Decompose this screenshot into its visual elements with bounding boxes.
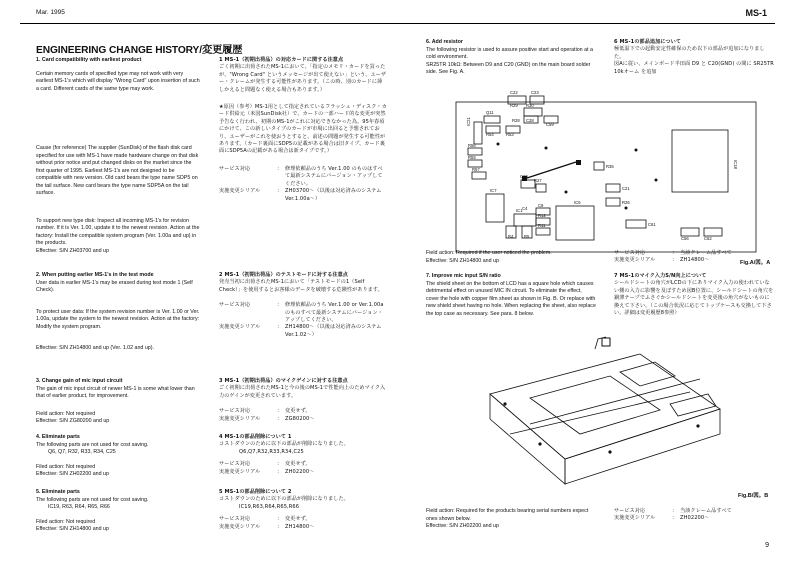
fold-line	[530, 379, 700, 424]
right-section-7-footer	[426, 508, 596, 531]
figure-a-label-r56: R56	[468, 143, 476, 148]
jp-section-4-service: サービス対応 ： 変更せず。	[219, 461, 311, 468]
jp-section-3-text: ごく初期に出荷されたMS-1と今の後のMS-1で性能向上のためマイク入力のゲインが変更されています。	[219, 385, 386, 399]
figure-b-caption: Fig.B/図。B	[738, 493, 769, 499]
right-section-6	[426, 39, 596, 77]
right-section-6-footer	[426, 250, 596, 265]
square-hole-marker	[602, 338, 610, 346]
figure-a-label-c22: C22	[510, 90, 518, 95]
section-6-resistor: SR25TR 10kΩ: Between D9 and C20 (GND) on the main board solder side. See Fig. A.	[426, 61, 591, 75]
via	[625, 207, 628, 210]
right-section-7	[426, 273, 596, 318]
jp-section-1-cause: ★原因（参考）MS-1用として指定されているフラッシュ・ディスク・カード供給元（米国SunDisk社）で、カードの一部ハード的な変更が突然予告なく行われ、初期のMS-1がこれに対応できなかった為。95年春頃にかけて、この新しいタイプのカードが市場に出回ると予想されており、ユーザーがこれを使おうとすると、前述の問題が発生する可能性があります。（カード裏面にSDP5の記載がある場合は旧タイプ、カード裏面にSDP5Aの記載がある場合は新タイプです。）	[219, 104, 387, 155]
comp-ic6	[556, 206, 594, 240]
figure-a-label-r4: R4	[508, 234, 514, 239]
figure-a-label-ic6: IC6	[574, 200, 581, 205]
section-2-text: User data in earlier MS-1's may be erased during test mode 1 (Self Check).	[36, 279, 193, 293]
right-section-6-jp	[614, 39, 774, 76]
screw	[503, 402, 506, 405]
comp-c21	[606, 184, 620, 192]
jp-section-6-service: サービス対応 ： 当該クレーム品すべて	[614, 250, 732, 256]
figure-a-label-r55: R55	[468, 155, 476, 160]
section-5-field: Filed action: Not required	[36, 518, 96, 525]
lcd-panel	[530, 376, 660, 434]
mid-section-3	[219, 378, 387, 423]
comp-r11	[536, 228, 550, 235]
jp-section-1-service: サービス対応 ： 修理依頼品のうち Ver.1.00 のものはすべて最新システムにバージョン・アップしてください。	[219, 165, 383, 187]
section-5-parts: IC19, R63, R64, R65, R66	[48, 504, 110, 510]
left-section-2	[36, 272, 200, 353]
jp-section-5-serial: 実施変更シリアル ： ZH14800～	[219, 523, 315, 530]
connector	[620, 362, 675, 386]
figure-a-label-r26: R26	[622, 200, 630, 205]
comp-c20	[521, 180, 535, 188]
left-column	[36, 57, 200, 255]
figure-a-label-ic1: IC1	[516, 208, 523, 213]
left-section-3	[36, 378, 200, 426]
section-6-heading: 6. Add resistor	[426, 39, 463, 45]
jp-section-5-parts: IC19,R63,R64,R65,R66	[239, 503, 300, 510]
jp-section-3-heading: 3 MS-1（初期出荷品）のマイクゲインに対する注意点	[219, 378, 348, 384]
section-1-text: Certain memory cards of specified type may not work with very earliest MS-1's which will display "Wrong Card" upon insertion of such a card. Different cards of the same type may work.	[36, 70, 200, 92]
comp-c62	[704, 228, 722, 236]
jp-section-6-text: 極低温下での起動安定性確保のため以下の部品が追加になりました。	[614, 46, 765, 60]
section-7-effective: Effective: S/N ZH02200 and up	[426, 523, 499, 529]
section-7-field: Field action: Required for the products bearing serial numbers expect ones shown below.	[426, 508, 589, 522]
jp-section-2-serial: 実施変更シリアル ： ZH14800～（以後は対応済みのシステム Ver.1.02～）	[219, 324, 382, 338]
right-section-7-jp	[614, 273, 774, 317]
jp-section-2-text: 発売当初に出荷されたMS-1において「テストモードの1（Self Check）」を使用するとお客様のデータを破壊する危険性があります。	[219, 279, 383, 293]
jp-section-2-service: サービス対応 ： 修理依頼品のうち Ver.1.00 or Ver.1.00a のものすべて最新システムにバージョン・アップしてください。	[219, 302, 384, 324]
via	[497, 143, 500, 146]
comp-ic21	[474, 122, 482, 144]
comp-r27	[536, 184, 546, 192]
figure-a-label-c59: C59	[546, 122, 554, 127]
figure-a-label-c28: C28	[526, 118, 534, 123]
section-4-heading: 4. Eliminate parts	[36, 434, 80, 440]
section-4-text: The following parts are not used for cost saving.	[36, 441, 149, 448]
jp-section-7-text: シールドシートの角穴がLCDの下にありマイク入力の使われていない側の入力に影響を及ぼすため図B位置に、シールドシートの角穴を銅薄テープでふさぐかシールドシートを変更後の角穴がないものに換えて下さい。（この場合状況に応じてトップケースも交換して下さい。詳細は変更履歴8参照）	[614, 280, 774, 317]
figure-a-label-r12: R12	[538, 213, 546, 218]
jp-section-3-serial: 実施変更シリアル ： ZG80200～	[219, 415, 315, 422]
right-section-7-jp-footer	[614, 508, 774, 523]
figure-a-label-r5: R5	[524, 234, 530, 239]
jp-section-6-heading: 6 MS-1の部品追加について	[614, 39, 681, 45]
shield-sheet	[490, 354, 720, 459]
figure-a-label-c20: C20	[520, 174, 528, 179]
figure-a-label-r30: R30	[526, 103, 534, 108]
section-4-parts: Q6, Q7, R32, R33, R34, C25	[48, 449, 116, 455]
figure-a-label-ic21: IC21	[466, 117, 471, 126]
section-2-protect: To protect user data: If the system revision number is Ver. 1.00 or Ver. 1.00a, update the system to the newest revision. Action at the factory: Modify the system program.	[36, 308, 200, 330]
jp-section-1-serial: 実施変更シリアル ： ZH03700～（以後は対応済みのシステム Ver.1.00a～）	[219, 188, 382, 202]
section-6-text: The following resistor is used to assure positive start and operation at a cold environment.	[426, 46, 593, 60]
jp-section-4-heading: 4 MS-1の部品削除について 1	[219, 434, 292, 440]
comp-r57	[472, 172, 486, 179]
section-4-effective: Effective: S/N ZH02200 and up	[36, 471, 109, 477]
mid-section-1	[219, 57, 387, 203]
via	[545, 147, 548, 150]
section-1-cause: Cause (for reference) The supplier (SunDisk) of the flash disk card specified for use with MS-1 have made hardware change on that disk without prior notice and put changed disks on the market since the first quarter of 1995. Earliest MS-1's are not designed to be compatible with new version. Old card bears the type name SDP5 on the tail surface. New card bears the type name SDP5A on the tail surface.	[36, 145, 199, 196]
jp-section-5-service: サービス対応 ： 変更せず。	[219, 516, 311, 523]
comp-q11	[484, 116, 500, 123]
via	[565, 191, 568, 194]
screw	[608, 450, 611, 453]
figure-a-label-c56: C56	[681, 236, 689, 241]
comp-ic7	[486, 194, 504, 222]
jp-section-1-heading: 1 MS-1（初期出荷品）の対応カードに関する注意点	[219, 57, 344, 63]
figure-a-label-c62: C62	[704, 236, 712, 241]
section-3-heading: 3. Change gain of mic input circuit	[36, 378, 123, 384]
jp-section-5-text: コストダウンのために以下の部品が削除になりました。	[219, 496, 349, 503]
section-3-field: Field action: Not required	[36, 410, 96, 417]
section-6-effective: Effective: S/N ZH14800 and up	[426, 257, 499, 264]
mid-section-5	[219, 489, 387, 531]
mid-section-4	[219, 434, 387, 476]
jp-section-6-serial: 実施変更シリアル ： ZH14800～	[614, 257, 710, 264]
section-2-heading: 2. When putting earlier MS-1's in the test mode	[36, 272, 154, 278]
section-5-effective: Effective: S/N ZH14800 and up	[36, 526, 109, 532]
figure-a-label-c4: C4	[522, 206, 528, 211]
comp-c56	[681, 228, 699, 236]
figure-a-label-r28: R28	[512, 118, 520, 123]
figure-a-label-c61: C61	[648, 222, 656, 227]
comp-r56	[468, 148, 482, 155]
comp-r26	[606, 198, 620, 206]
header-date: Mar. 1995	[36, 9, 65, 16]
left-section-5	[36, 489, 200, 534]
section-7-text: The shield sheet on the bottom of LCD has a square hole which causes detrimental effect on unused MIC IN circuit. To eliminate the effect, cover the hole with copper film sheet as shown in Fig. B. Or replace with new shield sheet having no hole. When replacing the sheet, also replace the top case as necessary. See para. 8 below.	[426, 280, 596, 317]
case-side	[565, 409, 720, 484]
figure-a-label-ic7: IC7	[490, 188, 497, 193]
figure-a-label-c21: C21	[622, 186, 630, 191]
section-5-text: The following parts are not used for cost saving.	[36, 496, 149, 503]
via	[655, 179, 658, 182]
figure-a-label-r11: R11	[538, 223, 546, 228]
figure-a-label-r29: R29	[510, 103, 518, 108]
figure-a-label-r53: R53	[506, 132, 514, 137]
jp-section-2-heading: 2 MS-1（初期出荷品）のテストモードに対する注意点	[219, 272, 348, 278]
section-6-field: Field action: Required if the user noticed the problem.	[426, 250, 552, 256]
added-resistor-wire	[527, 162, 576, 178]
comp-c61	[626, 220, 646, 228]
comp-r55	[468, 160, 482, 167]
section-2-effective: Effective: S/N ZH14800 and up (Ver. 1.02 and up).	[36, 345, 154, 351]
jp-section-1-text: ごく初期に出荷されたMS-1において、「指定のメモリ・カードを買ったが、"Wrong Card" というメッセージが出て使えない」という、ユーザー・クレームが発生する可能性があります。（この時、別のカードに挿しかえると問題なく使える場合もあります。）	[219, 64, 387, 93]
jp-section-3-service: サービス対応 ： 変更せず。	[219, 408, 311, 415]
jp-section-4-parts: Q6,Q7,R32,R33,R34,C25	[239, 448, 304, 455]
section-3-effective: Effective: S/N ZG80200 and up	[36, 418, 110, 424]
header-rule	[20, 23, 775, 24]
figure-a-caption: Fig.A/図。A	[740, 260, 771, 266]
comp-r30	[524, 108, 542, 116]
jp-section-7-serial: 実施変更シリアル ： ZH02200～	[614, 515, 710, 522]
figure-a-label-q11: Q11	[486, 110, 494, 115]
section-1-effective: Effective: S/N ZH03700 and up	[36, 247, 109, 254]
mid-section-2	[219, 272, 387, 339]
jp-section-4-serial: 実施変更シリアル ： ZH02200～	[219, 468, 315, 475]
comp-ic18	[672, 130, 728, 192]
board-outline	[456, 102, 756, 252]
figure-a-label-r54: R54	[486, 132, 494, 137]
figure-a-label-c23: C23	[531, 90, 539, 95]
figure-b-lcd-unit	[470, 334, 732, 504]
comp-r35	[594, 162, 604, 170]
header-model: MS-1	[745, 8, 767, 18]
comp-ic1	[514, 214, 536, 226]
page-number: 9	[765, 542, 769, 549]
figure-a-label-r57: R57	[472, 167, 480, 172]
page-title: ENGINEERING CHANGE HISTORY/変更履歴	[36, 45, 243, 56]
jp-section-7-service: サービス対応 ： 当該クレーム品すべて	[614, 508, 732, 514]
via	[635, 149, 638, 152]
jp-section-4-text: コストダウンのために以下の部品が削除になりました。	[219, 441, 349, 448]
jp-section-7-heading: 7 MS-1のマイク入力S/N向上について	[614, 273, 707, 279]
jp-section-5-heading: 5 MS-1の部品削除について 2	[219, 489, 292, 495]
figure-a-label-ic18: IC18	[733, 160, 738, 169]
figure-a-board	[426, 88, 778, 258]
section-7-heading: 7. Improve mic input S/N ratio	[426, 273, 501, 279]
screw	[696, 424, 699, 427]
left-section-4	[36, 434, 200, 479]
section-1-heading: 1. Card compatibility with earliest product	[36, 57, 142, 63]
section-3-text: The gain of mic input circuit of newer MS-1 is some what lower than that of earlier product, for improvement.	[36, 385, 195, 399]
pad-c20-gnd	[576, 160, 581, 165]
screw	[538, 442, 541, 445]
section-1-action: To support new type disk: Inspect all incoming MS-1's for revision number. If it is Ver. 1.00, update it to the newest revision. Action at the factory: Install the compatible system program (Ver. 1.00a and up) in the products.	[36, 217, 200, 246]
figure-a-label-c9: C9	[538, 203, 544, 208]
figure-a-label-r35: R35	[606, 164, 614, 169]
section-5-heading: 5. Eliminate parts	[36, 489, 80, 495]
jp-section-6-resistor: 図Aに従い、メインボード半田面 D9 と C20(GND) の間に SR25TR 10kオーム を追加	[614, 61, 774, 75]
figure-a-label-r27: R27	[534, 178, 542, 183]
section-4-field: Filed action: Not required	[36, 463, 96, 470]
case-front	[490, 394, 565, 484]
